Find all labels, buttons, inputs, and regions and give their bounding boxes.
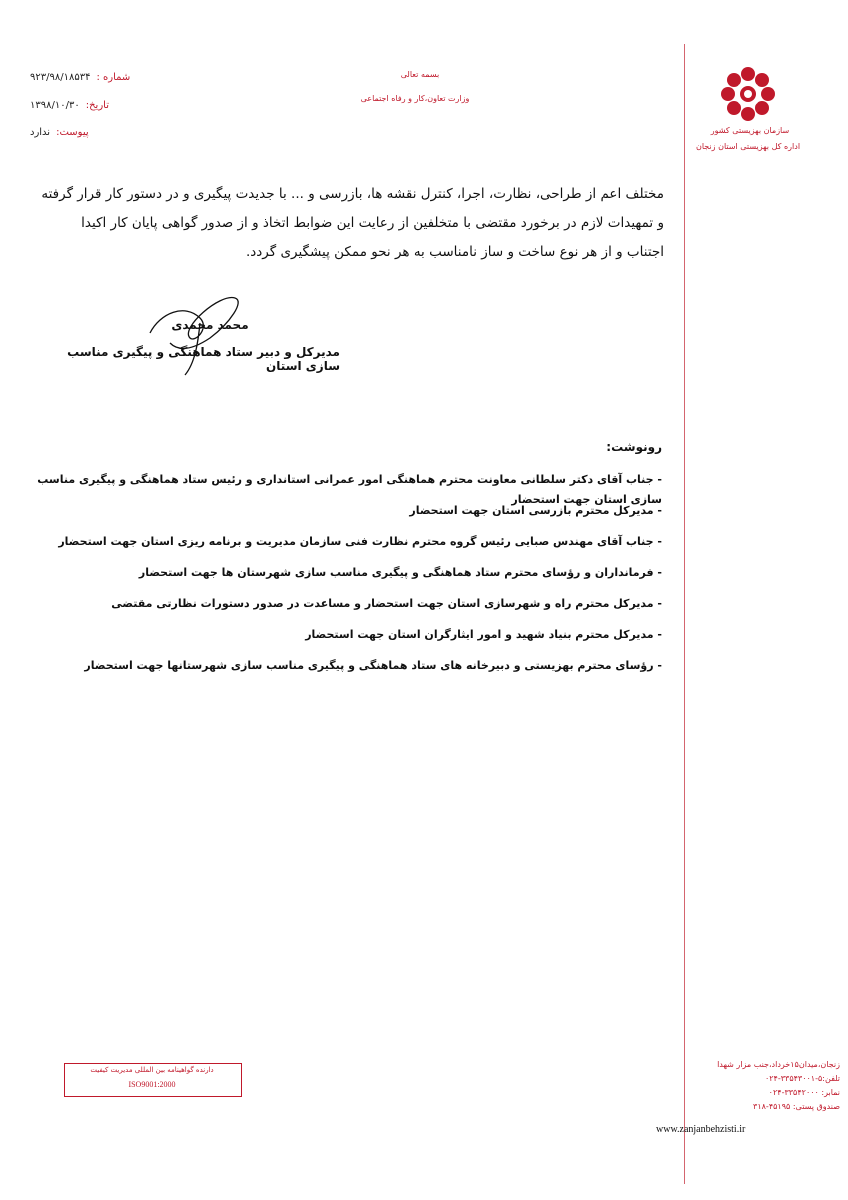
cc-item: - فرمانداران و رؤسای محترم ستاد هماهنگی و پیگیری مناسب سازی شهرستان ها جهت استحضار: [138, 566, 662, 579]
ministry-name: وزارت تعاون،کار و رفاه اجتماعی: [360, 94, 470, 103]
cc-item: - رؤسای محترم بهزیستی و دبیرخانه های ستاد هماهنگی و پیگیری مناسب سازی شهرستانها جهت استحضار: [84, 659, 662, 672]
letter-date-value: ۱۳۹۸/۱۰/۳۰: [30, 100, 80, 111]
org-office: اداره کل بهزیستی استان زنجان: [695, 142, 801, 151]
cc-item: - جناب آقای دکتر سلطانی معاونت محترم هماهنگی امور عمرانی استانداری و رئیس ستاد هماهنگی و پیگیری مناسب سازی استان جهت استحضار: [37, 473, 662, 506]
org-name: سازمان بهزیستی کشور: [710, 126, 790, 135]
cc-heading: رونوشت:: [606, 440, 662, 454]
letter-attachment-value: ندارد: [30, 127, 51, 138]
footer-contact: [690, 1060, 840, 1116]
footer-fax: نمابر: ۳۳۵۴۲۰۰۰-۰۲۴: [768, 1088, 840, 1097]
body-line: اجتناب و از هر نوع ساخت و ساز نامناسب به هر نحو ممکن پیشگیری گردد.: [245, 244, 664, 260]
footer-phone: تلفن:۵-۳۳۵۴۳۰۰۱-۰۲۴: [764, 1074, 840, 1083]
cc-item: - مدیرکل محترم بازرسی استان جهت استحضار: [409, 504, 662, 517]
cc-item: - مدیرکل محترم راه و شهرسازی استان جهت استحضار و مساعدت در صدور دستورات نظارتی مقتضی: [111, 597, 662, 610]
letter-attachment-row: [30, 127, 190, 138]
iso-standard: ISO9001:2000: [128, 1080, 176, 1089]
letter-body: [40, 180, 664, 267]
behzisti-logo: [718, 64, 778, 124]
letter-number-value: ۹۲۳/۹۸/۱۸۵۳۴: [30, 72, 91, 83]
cc-list: [30, 470, 662, 687]
cc-item: - مدیرکل محترم بنیاد شهید و امور ایثارگران استان جهت استحضار: [305, 628, 662, 641]
body-line: مختلف اعم از طراحی، نظارت، اجرا، کنترل نقشه ها، بازرسی و ... با جدیدت پیگیری و در دستور کار قرار گرفته: [41, 186, 664, 202]
signer-title: مدیرکل و دبیر ستاد هماهنگی و پیگیری مناسب سازی استان: [67, 345, 340, 373]
signer-name: محمد محمدی: [171, 318, 249, 332]
letter-number-label: : شماره: [96, 72, 131, 83]
letter-attachment-label: :پیوست: [56, 127, 89, 138]
letter-date-label: :تاریخ: [85, 100, 109, 111]
footer-website-link[interactable]: www.zanjanbehzisti.ir: [656, 1124, 746, 1135]
margin-divider: [684, 44, 685, 1184]
body-line: و تمهیدات لازم در برخورد مقتضی با متخلفین از رعایت این ضوابط اتخاذ و از صدور گواهی پایان کار اکیدا: [81, 215, 664, 231]
letter-number-row: [30, 72, 190, 83]
bismillah: بسمه تعالی: [400, 70, 440, 79]
footer-address: زنجان،میدان۱۵خرداد،جنب مزار شهدا: [717, 1060, 840, 1069]
footer-pobox: صندوق پستی: ۴۵۱۹۵-۳۱۸: [753, 1102, 840, 1111]
cc-item: - جناب آقای مهندس صبایی رئیس گروه محترم نظارت فنی سازمان مدیریت و برنامه ریزی استان جهت استحضار: [58, 535, 662, 548]
letter-date-row: [30, 100, 190, 111]
iso-certificate-text: دارنده گواهینامه بین المللی مدیریت کیفیت: [90, 1066, 214, 1074]
